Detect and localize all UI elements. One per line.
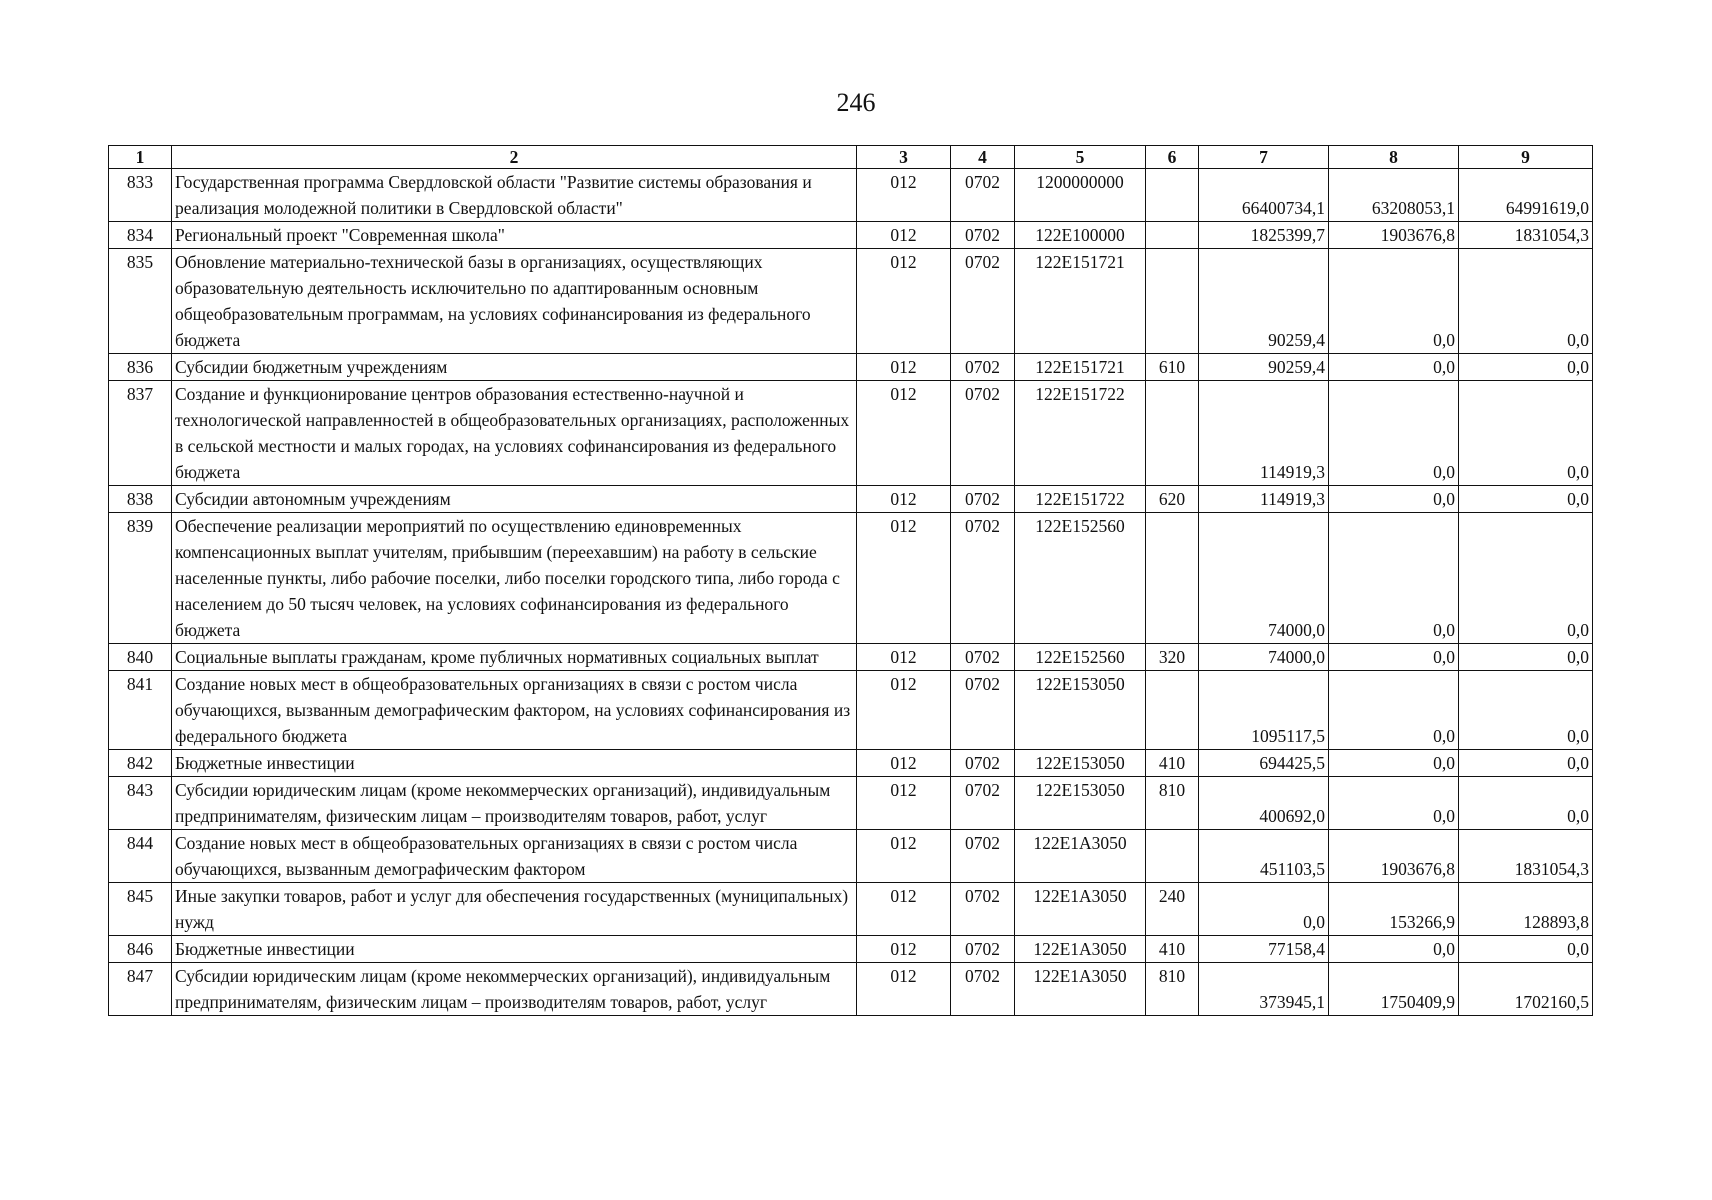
- table-row: [109, 671, 1593, 750]
- ministry-code: 012: [857, 883, 951, 936]
- row-description: Обновление материально-технической базы в организациях, осуществляющих образовательную деятельность исключительно по адаптированным основным общеобразовательным программам, на условиях софинансирования из федерального бюджета: [172, 249, 857, 354]
- column-header: 8: [1329, 146, 1459, 169]
- page-number: 246: [836, 88, 876, 117]
- column-header: 5: [1015, 146, 1146, 169]
- target-article-code: 122E1A3050: [1015, 883, 1146, 936]
- amount-col-9: 0,0: [1459, 486, 1593, 513]
- row-description: Иные закупки товаров, работ и услуг для обеспечения государственных (муниципальных) нужд: [172, 883, 857, 936]
- amount-col-9: 1831054,3: [1459, 830, 1593, 883]
- target-article-code: 122E152560: [1015, 644, 1146, 671]
- row-number: 842: [109, 750, 172, 777]
- amount-col-9: 0,0: [1459, 750, 1593, 777]
- row-description: Субсидии юридическим лицам (кроме некоммерческих организаций), индивидуальным предпринимателям, физическим лицам – производителям товаров, работ, услуг: [172, 777, 857, 830]
- row-description: Создание новых мест в общеобразовательных организациях в связи с ростом числа обучающихся, вызванным демографическим фактором, на условиях софинансирования из федерального бюджета: [172, 671, 857, 750]
- expense-type-code: [1146, 169, 1199, 222]
- amount-col-7: 114919,3: [1199, 381, 1329, 486]
- target-article-code: 122E151721: [1015, 249, 1146, 354]
- amount-col-9: 1702160,5: [1459, 963, 1593, 1016]
- amount-col-9: 1831054,3: [1459, 222, 1593, 249]
- target-article-code: 122E1A3050: [1015, 936, 1146, 963]
- target-article-code: 122E153050: [1015, 750, 1146, 777]
- amount-col-7: 400692,0: [1199, 777, 1329, 830]
- row-description: Обеспечение реализации мероприятий по осуществлению единовременных компенсационных выплат учителям, прибывшим (переехавшим) на работу в сельские населенные пункты, либо рабочие поселки, либо поселки городского типа, либо города с населением до 50 тысяч человек, на условиях софинансирования из федерального бюджета: [172, 513, 857, 644]
- row-number: 847: [109, 963, 172, 1016]
- target-article-code: 122E153050: [1015, 777, 1146, 830]
- section-code: 0702: [951, 169, 1015, 222]
- row-number: 846: [109, 936, 172, 963]
- amount-col-7: 90259,4: [1199, 354, 1329, 381]
- amount-col-9: 0,0: [1459, 354, 1593, 381]
- row-description: Бюджетные инвестиции: [172, 936, 857, 963]
- ministry-code: 012: [857, 381, 951, 486]
- expense-type-code: [1146, 671, 1199, 750]
- amount-col-8: 0,0: [1329, 671, 1459, 750]
- target-article-code: 122E1A3050: [1015, 963, 1146, 1016]
- amount-col-8: 0,0: [1329, 513, 1459, 644]
- ministry-code: 012: [857, 354, 951, 381]
- row-description: Создание и функционирование центров образования естественно-научной и технологической направленностей в общеобразовательных организациях, расположенных в сельской местности и малых городах, на условиях софинансирования из федерального бюджета: [172, 381, 857, 486]
- section-code: 0702: [951, 486, 1015, 513]
- row-number: 835: [109, 249, 172, 354]
- row-number: 844: [109, 830, 172, 883]
- row-number: 839: [109, 513, 172, 644]
- amount-col-8: 0,0: [1329, 249, 1459, 354]
- row-description: Социальные выплаты гражданам, кроме публичных нормативных социальных выплат: [172, 644, 857, 671]
- row-description: Региональный проект "Современная школа": [172, 222, 857, 249]
- expense-type-code: 240: [1146, 883, 1199, 936]
- row-description: Субсидии автономным учреждениям: [172, 486, 857, 513]
- ministry-code: 012: [857, 249, 951, 354]
- amount-col-7: 451103,5: [1199, 830, 1329, 883]
- row-number: 834: [109, 222, 172, 249]
- section-code: 0702: [951, 644, 1015, 671]
- expense-type-code: 320: [1146, 644, 1199, 671]
- section-code: 0702: [951, 513, 1015, 644]
- row-description: Государственная программа Свердловской области "Развитие системы образования и реализация молодежной политики в Свердловской области": [172, 169, 857, 222]
- ministry-code: 012: [857, 936, 951, 963]
- row-number: 843: [109, 777, 172, 830]
- target-article-code: 122E153050: [1015, 671, 1146, 750]
- table-row: [109, 513, 1593, 644]
- amount-col-7: 694425,5: [1199, 750, 1329, 777]
- amount-col-8: 63208053,1: [1329, 169, 1459, 222]
- ministry-code: 012: [857, 671, 951, 750]
- amount-col-8: 1903676,8: [1329, 830, 1459, 883]
- section-code: 0702: [951, 830, 1015, 883]
- row-description: Создание новых мест в общеобразовательных организациях в связи с ростом числа обучающихся, вызванным демографическим фактором: [172, 830, 857, 883]
- amount-col-9: 0,0: [1459, 644, 1593, 671]
- amount-col-7: 66400734,1: [1199, 169, 1329, 222]
- table-row: [109, 644, 1593, 671]
- amount-col-7: 74000,0: [1199, 513, 1329, 644]
- expense-type-code: 810: [1146, 777, 1199, 830]
- amount-col-9: 0,0: [1459, 671, 1593, 750]
- target-article-code: 1200000000: [1015, 169, 1146, 222]
- amount-col-8: 0,0: [1329, 777, 1459, 830]
- column-header: 1: [109, 146, 172, 169]
- amount-col-9: 128893,8: [1459, 883, 1593, 936]
- row-number: 836: [109, 354, 172, 381]
- table-row: [109, 883, 1593, 936]
- amount-col-7: 77158,4: [1199, 936, 1329, 963]
- ministry-code: 012: [857, 750, 951, 777]
- table-row: [109, 486, 1593, 513]
- target-article-code: 122E151722: [1015, 381, 1146, 486]
- row-number: 841: [109, 671, 172, 750]
- expense-type-code: 610: [1146, 354, 1199, 381]
- expense-type-code: 620: [1146, 486, 1199, 513]
- amount-col-8: 0,0: [1329, 354, 1459, 381]
- amount-col-8: 0,0: [1329, 936, 1459, 963]
- expense-type-code: [1146, 249, 1199, 354]
- section-code: 0702: [951, 883, 1015, 936]
- amount-col-7: 114919,3: [1199, 486, 1329, 513]
- section-code: 0702: [951, 936, 1015, 963]
- ministry-code: 012: [857, 644, 951, 671]
- expense-type-code: 410: [1146, 936, 1199, 963]
- expense-type-code: 810: [1146, 963, 1199, 1016]
- amount-col-9: 0,0: [1459, 777, 1593, 830]
- row-number: 845: [109, 883, 172, 936]
- section-code: 0702: [951, 381, 1015, 486]
- table-row: [109, 381, 1593, 486]
- section-code: 0702: [951, 963, 1015, 1016]
- target-article-code: 122E100000: [1015, 222, 1146, 249]
- table-row: [109, 222, 1593, 249]
- amount-col-8: 0,0: [1329, 750, 1459, 777]
- target-article-code: 122E1A3050: [1015, 830, 1146, 883]
- column-header: 2: [172, 146, 857, 169]
- table-row: [109, 963, 1593, 1016]
- amount-col-7: 373945,1: [1199, 963, 1329, 1016]
- amount-col-7: 74000,0: [1199, 644, 1329, 671]
- budget-table: [108, 145, 1593, 1016]
- column-header: 4: [951, 146, 1015, 169]
- amount-col-8: 153266,9: [1329, 883, 1459, 936]
- amount-col-8: 1750409,9: [1329, 963, 1459, 1016]
- ministry-code: 012: [857, 486, 951, 513]
- amount-col-7: 1825399,7: [1199, 222, 1329, 249]
- expense-type-code: [1146, 381, 1199, 486]
- target-article-code: 122E151721: [1015, 354, 1146, 381]
- amount-col-7: 90259,4: [1199, 249, 1329, 354]
- amount-col-8: 0,0: [1329, 486, 1459, 513]
- column-header: 7: [1199, 146, 1329, 169]
- amount-col-9: 0,0: [1459, 513, 1593, 644]
- expense-type-code: [1146, 222, 1199, 249]
- amount-col-7: 1095117,5: [1199, 671, 1329, 750]
- section-code: 0702: [951, 750, 1015, 777]
- ministry-code: 012: [857, 169, 951, 222]
- section-code: 0702: [951, 222, 1015, 249]
- amount-col-9: 0,0: [1459, 381, 1593, 486]
- table-row: [109, 169, 1593, 222]
- section-code: 0702: [951, 354, 1015, 381]
- amount-col-8: 0,0: [1329, 381, 1459, 486]
- target-article-code: 122E151722: [1015, 486, 1146, 513]
- section-code: 0702: [951, 671, 1015, 750]
- amount-col-9: 64991619,0: [1459, 169, 1593, 222]
- row-description: Бюджетные инвестиции: [172, 750, 857, 777]
- table-row: [109, 777, 1593, 830]
- ministry-code: 012: [857, 513, 951, 644]
- target-article-code: 122E152560: [1015, 513, 1146, 644]
- amount-col-8: 1903676,8: [1329, 222, 1459, 249]
- table-row: [109, 830, 1593, 883]
- table-row: [109, 354, 1593, 381]
- section-code: 0702: [951, 249, 1015, 354]
- row-number: 838: [109, 486, 172, 513]
- expense-type-code: 410: [1146, 750, 1199, 777]
- ministry-code: 012: [857, 830, 951, 883]
- amount-col-8: 0,0: [1329, 644, 1459, 671]
- expense-type-code: [1146, 513, 1199, 644]
- ministry-code: 012: [857, 777, 951, 830]
- expense-type-code: [1146, 830, 1199, 883]
- row-number: 837: [109, 381, 172, 486]
- table-row: [109, 750, 1593, 777]
- column-header: 9: [1459, 146, 1593, 169]
- amount-col-9: 0,0: [1459, 936, 1593, 963]
- amount-col-7: 0,0: [1199, 883, 1329, 936]
- column-header: 6: [1146, 146, 1199, 169]
- amount-col-9: 0,0: [1459, 249, 1593, 354]
- ministry-code: 012: [857, 963, 951, 1016]
- column-header: 3: [857, 146, 951, 169]
- row-description: Субсидии юридическим лицам (кроме некоммерческих организаций), индивидуальным предпринимателям, физическим лицам – производителям товаров, работ, услуг: [172, 963, 857, 1016]
- table-row: [109, 936, 1593, 963]
- header-row: [109, 146, 1593, 169]
- row-description: Субсидии бюджетным учреждениям: [172, 354, 857, 381]
- section-code: 0702: [951, 777, 1015, 830]
- ministry-code: 012: [857, 222, 951, 249]
- table-row: [109, 249, 1593, 354]
- row-number: 840: [109, 644, 172, 671]
- row-number: 833: [109, 169, 172, 222]
